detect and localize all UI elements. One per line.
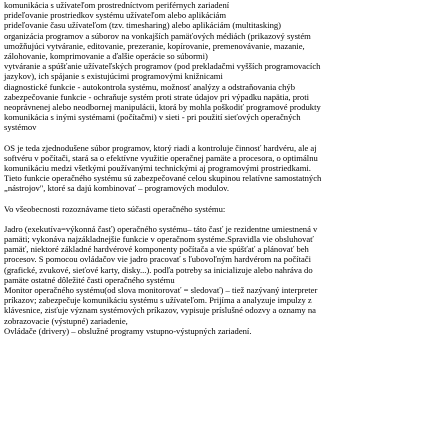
list-item: vytváranie a spúšťanie užívateľských programov (pod prekladačmi vyšších programovacích: [4, 61, 321, 72]
paragraph-line: „nástrojov", ktoré sa dajú kombinovať – programových modulov.: [4, 183, 230, 194]
paragraph-line: (grafické, zvukové, sieťové karty, disky...). podľa potreby sa inicializuje alebo nahráva do: [4, 264, 313, 275]
os-functions-list: [4, 0, 444, 133]
paragraph-line: Vo všeobecnosti rozoznávame tieto súčasti operačného systému:: [4, 203, 226, 214]
paragraph-line: Monitor operačného systému(od slova monitorovať = sledovať) – tiež nazývaný interpreter: [4, 285, 318, 296]
paragraph-line: softvéru v počítači, stará sa o efektívne využitie operačnej pamäte a procesora, o optimálnu: [4, 152, 318, 163]
list-item: prideľovanie času užívateľom (tzv. timesharing) alebo aplikáciám (multitasking): [4, 20, 282, 31]
paragraph-line: procesov. S pomocou ovládačov vie jadro pracovať s ľubovoľným hardvérom na počítači: [4, 254, 311, 265]
list-item: zálohovanie, komprimovanie a ďalšie operácie so súbormi): [4, 51, 208, 62]
paragraph-line: Jadro (exekutíva=výkonná časť) operačného systému– táto časť je rezidentne umiestnená v: [4, 223, 318, 234]
paragraph-line: pamäť, niektoré základné hardvérové komponenty počítača a vie spúšťať a plánovať beh: [4, 244, 309, 255]
paragraph-line: komunikáciu medzi všetkými používanými technickými aj programovými prostriedkami.: [4, 163, 311, 174]
paragraph-line: OS je teda zjednodušene súbor programov, ktorý riadi a kontroluje činnosť hardvéru, ale aj: [4, 142, 317, 153]
components-intro-paragraph: [4, 204, 444, 214]
paragraph-spacer: [4, 214, 444, 224]
list-item: organizácia programov a súborov na vonkajších pamäťových médiách (prikazový systém: [4, 30, 311, 41]
paragraph-spacer: [4, 194, 444, 204]
list-item: komunikácia s inými systémami (počítačmi) v sieti - pri použití sieťových operačných: [4, 112, 301, 123]
list-item: prideľovanie prostriedkov systému užívateľom alebo aplikáciám: [4, 10, 226, 21]
list-item: zabezpečovanie funkcie - ochraňuje systém proti strate údajov pri výpadku napätia, proti: [4, 91, 309, 102]
list-item: diagnostické funkcie - autokontrola systému, možnosť analýzy a odstraňovania chýb: [4, 81, 296, 92]
paragraph-line: klávesnice, zisťuje význam systémových príkazov, vypisuje príslušné odozvy a oznamy na: [4, 305, 316, 316]
list-item: jazykov), ich spájanie s existujúcimi programovými knižnicami: [4, 71, 223, 82]
os-summary-paragraph: [4, 143, 444, 194]
paragraph-line: pamäte ostatné dôležité časti operačného systému: [4, 274, 175, 285]
components-paragraph: [4, 224, 444, 336]
list-item: neoprávnenej alebo neodbornej manipulácii, ktorá by mohla poškodiť programové produkty: [4, 102, 321, 113]
paragraph-line: pamäti; vykonáva najzákladnejšie funkcie v operačnom systéme.Spravidla vie obsluhovať: [4, 234, 314, 245]
paragraph-spacer: [4, 133, 444, 143]
list-item: komunikácia s užívateľom prostredníctvom periférnych zariadení: [4, 0, 230, 10]
list-item: umožňujúci vytváranie, editovanie, prezeranie, kopírovanie, premenovávanie, mazanie,: [4, 40, 305, 51]
paragraph-line: príkazov; zabezpečuje komunikáciu systému s užívateľom. Prijíma a analyzuje impulzy z: [4, 295, 312, 306]
document-body: [4, 0, 444, 336]
paragraph-line: zobrazovacie (výstupné) zariadenie,: [4, 315, 128, 326]
list-item: systémov: [4, 122, 37, 133]
paragraph-line: Tieto funkcie operačného systému sú zabezpečované celou skupinou relatívne samostatných: [4, 173, 322, 184]
paragraph-line: Ovládače (drivery) – obslužné programy vstupno-výstupných zariadení.: [4, 325, 252, 336]
